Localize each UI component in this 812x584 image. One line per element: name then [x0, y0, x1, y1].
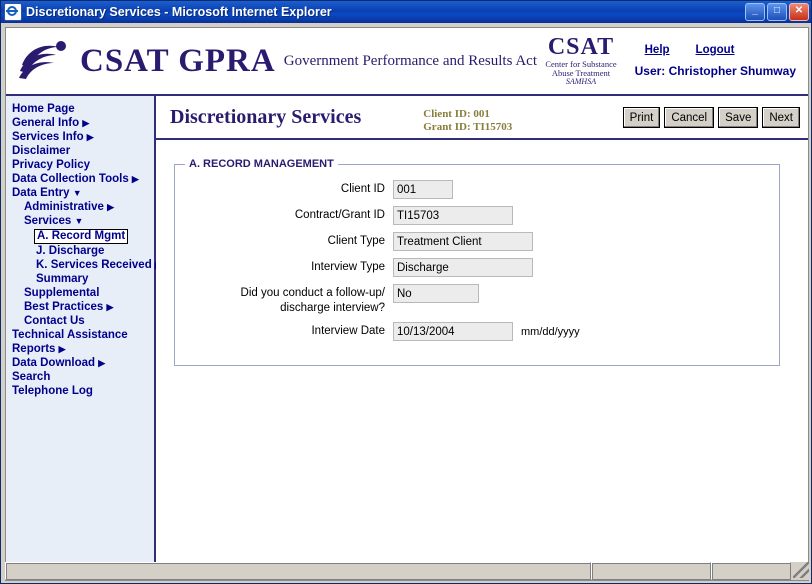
chevron-down-icon: ▼: [72, 188, 82, 198]
status-bar: [5, 562, 809, 580]
page-body: [5, 27, 809, 581]
sidebar-item-label: K. Services Received: [36, 259, 152, 271]
sidebar-item-reports[interactable]: [12, 342, 154, 356]
field-value[interactable]: 10/13/2004: [393, 322, 513, 341]
brand-title: CSAT GPRA: [80, 42, 276, 79]
field-label-line1: Did you conduct a follow-up/: [240, 287, 385, 299]
form-row: [185, 284, 769, 315]
chevron-right-icon: ▶: [106, 302, 114, 312]
banner-links: [635, 44, 796, 56]
field-label-line2: discharge interview?: [280, 302, 385, 314]
maximize-icon: □: [773, 5, 781, 16]
chevron-right-icon: ▶: [82, 118, 90, 128]
sidebar-item-label: Best Practices: [24, 301, 104, 313]
sidebar-item-telephone-log[interactable]: [12, 384, 154, 398]
record-management-panel: [174, 158, 780, 366]
field-value[interactable]: Treatment Client: [393, 232, 533, 251]
sidebar-item-label: Services: [24, 215, 72, 227]
close-button[interactable]: [789, 3, 809, 21]
csat-logo-line3: Abuse Treatment: [551, 68, 611, 79]
field-value[interactable]: TI15703: [393, 206, 513, 225]
sidebar-item-technical-assistance[interactable]: [12, 328, 154, 342]
field-value[interactable]: 001: [393, 180, 453, 199]
sidebar-nav: [6, 96, 156, 578]
panel-legend: A. RECORD MANAGEMENT: [189, 158, 334, 170]
chevron-right-icon: ▶: [131, 174, 139, 184]
field-label: [185, 232, 393, 250]
field-label: [185, 180, 393, 198]
sidebar-item-label: Disclaimer: [12, 145, 71, 157]
client-id-label: Client ID: 001: [423, 108, 490, 120]
page-header: [156, 96, 808, 140]
sidebar-item-label: Supplemental: [24, 287, 100, 299]
chevron-right-icon: ▶: [98, 358, 106, 368]
sidebar-item-disclaimer[interactable]: [12, 144, 154, 158]
sidebar-item-data-download[interactable]: [12, 356, 154, 370]
form-area: [156, 140, 808, 366]
status-text: [5, 562, 591, 580]
field-label-line1: Client Type: [327, 235, 385, 247]
minimize-icon: _: [752, 5, 758, 16]
hhs-logo-icon: [14, 35, 76, 87]
sidebar-item-j-discharge[interactable]: [12, 244, 154, 258]
chevron-down-icon: ▼: [74, 216, 84, 226]
sidebar-item-k-services-received[interactable]: [12, 258, 154, 272]
sidebar-item-administrative[interactable]: [12, 200, 154, 214]
sidebar-item-data-collection-tools[interactable]: [12, 172, 154, 186]
field-label-line1: Client ID: [340, 183, 385, 195]
sidebar-item-label: Services Info: [12, 131, 84, 143]
title-bar: [1, 1, 811, 23]
sidebar-item-contact-us[interactable]: [12, 314, 154, 328]
field-label-line1: Contract/Grant ID: [294, 209, 385, 221]
record-ids: [423, 108, 512, 134]
grant-id-label: Grant ID: TI15703: [423, 121, 513, 133]
window-title: Discretionary Services - Microsoft Internet Explorer: [26, 5, 332, 19]
maximize-button[interactable]: [767, 3, 787, 21]
field-label: [185, 206, 393, 224]
window-controls: [745, 3, 809, 21]
minimize-button[interactable]: [745, 3, 765, 21]
csat-logo-line2: Center for Substance: [545, 59, 617, 70]
chevron-right-icon: ▶: [86, 132, 94, 142]
sidebar-item-label: Technical Assistance: [12, 329, 128, 341]
save-button[interactable]: Save: [718, 107, 758, 128]
sidebar-item-home-page[interactable]: [12, 102, 154, 116]
sidebar-item-services[interactable]: [12, 214, 154, 228]
chevron-right-icon: ▶: [107, 202, 115, 212]
field-value[interactable]: Discharge: [393, 258, 533, 277]
sidebar-item-label: Home Page: [12, 103, 75, 115]
resize-grip[interactable]: [793, 562, 809, 578]
sidebar-item-data-entry[interactable]: [12, 186, 154, 200]
site-banner: [6, 28, 808, 96]
print-button[interactable]: Print: [623, 107, 661, 128]
sidebar-item-summary[interactable]: [12, 272, 154, 286]
help-link[interactable]: Help: [644, 44, 670, 56]
user-area: [635, 44, 800, 78]
action-buttons: [623, 107, 800, 128]
sidebar-item-label: Telephone Log: [12, 385, 93, 397]
page-title: Discretionary Services: [170, 106, 362, 128]
field-label: [185, 322, 393, 340]
status-security: [711, 562, 791, 580]
form-row: [185, 258, 769, 277]
field-label: [185, 258, 393, 276]
field-label-line1: Interview Date: [311, 325, 385, 337]
csat-logo: [545, 35, 616, 86]
chevron-right-icon: ▶: [58, 344, 66, 354]
sidebar-item-label: Data Collection Tools: [12, 173, 129, 185]
content-area: [6, 96, 808, 578]
ie-icon: [4, 3, 22, 21]
sidebar-item-a-record-mgmt[interactable]: A. Record Mgmt: [34, 229, 128, 244]
sidebar-item-privacy-policy[interactable]: [12, 158, 154, 172]
status-zone: [591, 562, 711, 580]
csat-logo-title: CSAT: [547, 34, 615, 61]
sidebar-item-label: J. Discharge: [36, 245, 105, 257]
field-label: [185, 284, 393, 315]
csat-logo-line4: SAMHSA: [565, 77, 597, 87]
sidebar-item-best-practices[interactable]: [12, 300, 154, 314]
sidebar-item-search[interactable]: [12, 370, 154, 384]
logout-link[interactable]: Logout: [695, 44, 735, 56]
sidebar-item-general-info[interactable]: [12, 116, 154, 130]
sidebar-item-services-info[interactable]: [12, 130, 154, 144]
close-icon: ✕: [794, 5, 804, 16]
sidebar-item-label: Contact Us: [24, 315, 85, 327]
form-row: [185, 322, 769, 342]
next-button[interactable]: Next: [762, 107, 800, 128]
sidebar-item-label: Privacy Policy: [12, 159, 90, 171]
cancel-button[interactable]: Cancel: [664, 107, 714, 128]
current-user: User: Christopher Shumway: [634, 64, 796, 78]
sidebar-item-label: Search: [12, 371, 51, 383]
sidebar-item-supplemental[interactable]: [12, 286, 154, 300]
sidebar-item-label: Administrative: [24, 201, 104, 213]
main-panel: [156, 96, 808, 578]
form-row: [185, 206, 769, 225]
form-row: [185, 180, 769, 199]
field-label-line1: Interview Type: [311, 261, 385, 273]
brand-subtitle: Government Performance and Results Act: [283, 52, 537, 69]
sidebar-item-label: Data Download: [12, 357, 96, 369]
sidebar-item-label: Summary: [36, 273, 89, 285]
sidebar-item-label: Data Entry: [12, 187, 70, 199]
sidebar-item-label: General Info: [12, 117, 80, 129]
form-row: [185, 232, 769, 251]
sidebar-item-label: Reports: [12, 343, 56, 355]
field-hint: mm/dd/yyyy: [521, 326, 580, 338]
field-value[interactable]: No: [393, 284, 479, 303]
